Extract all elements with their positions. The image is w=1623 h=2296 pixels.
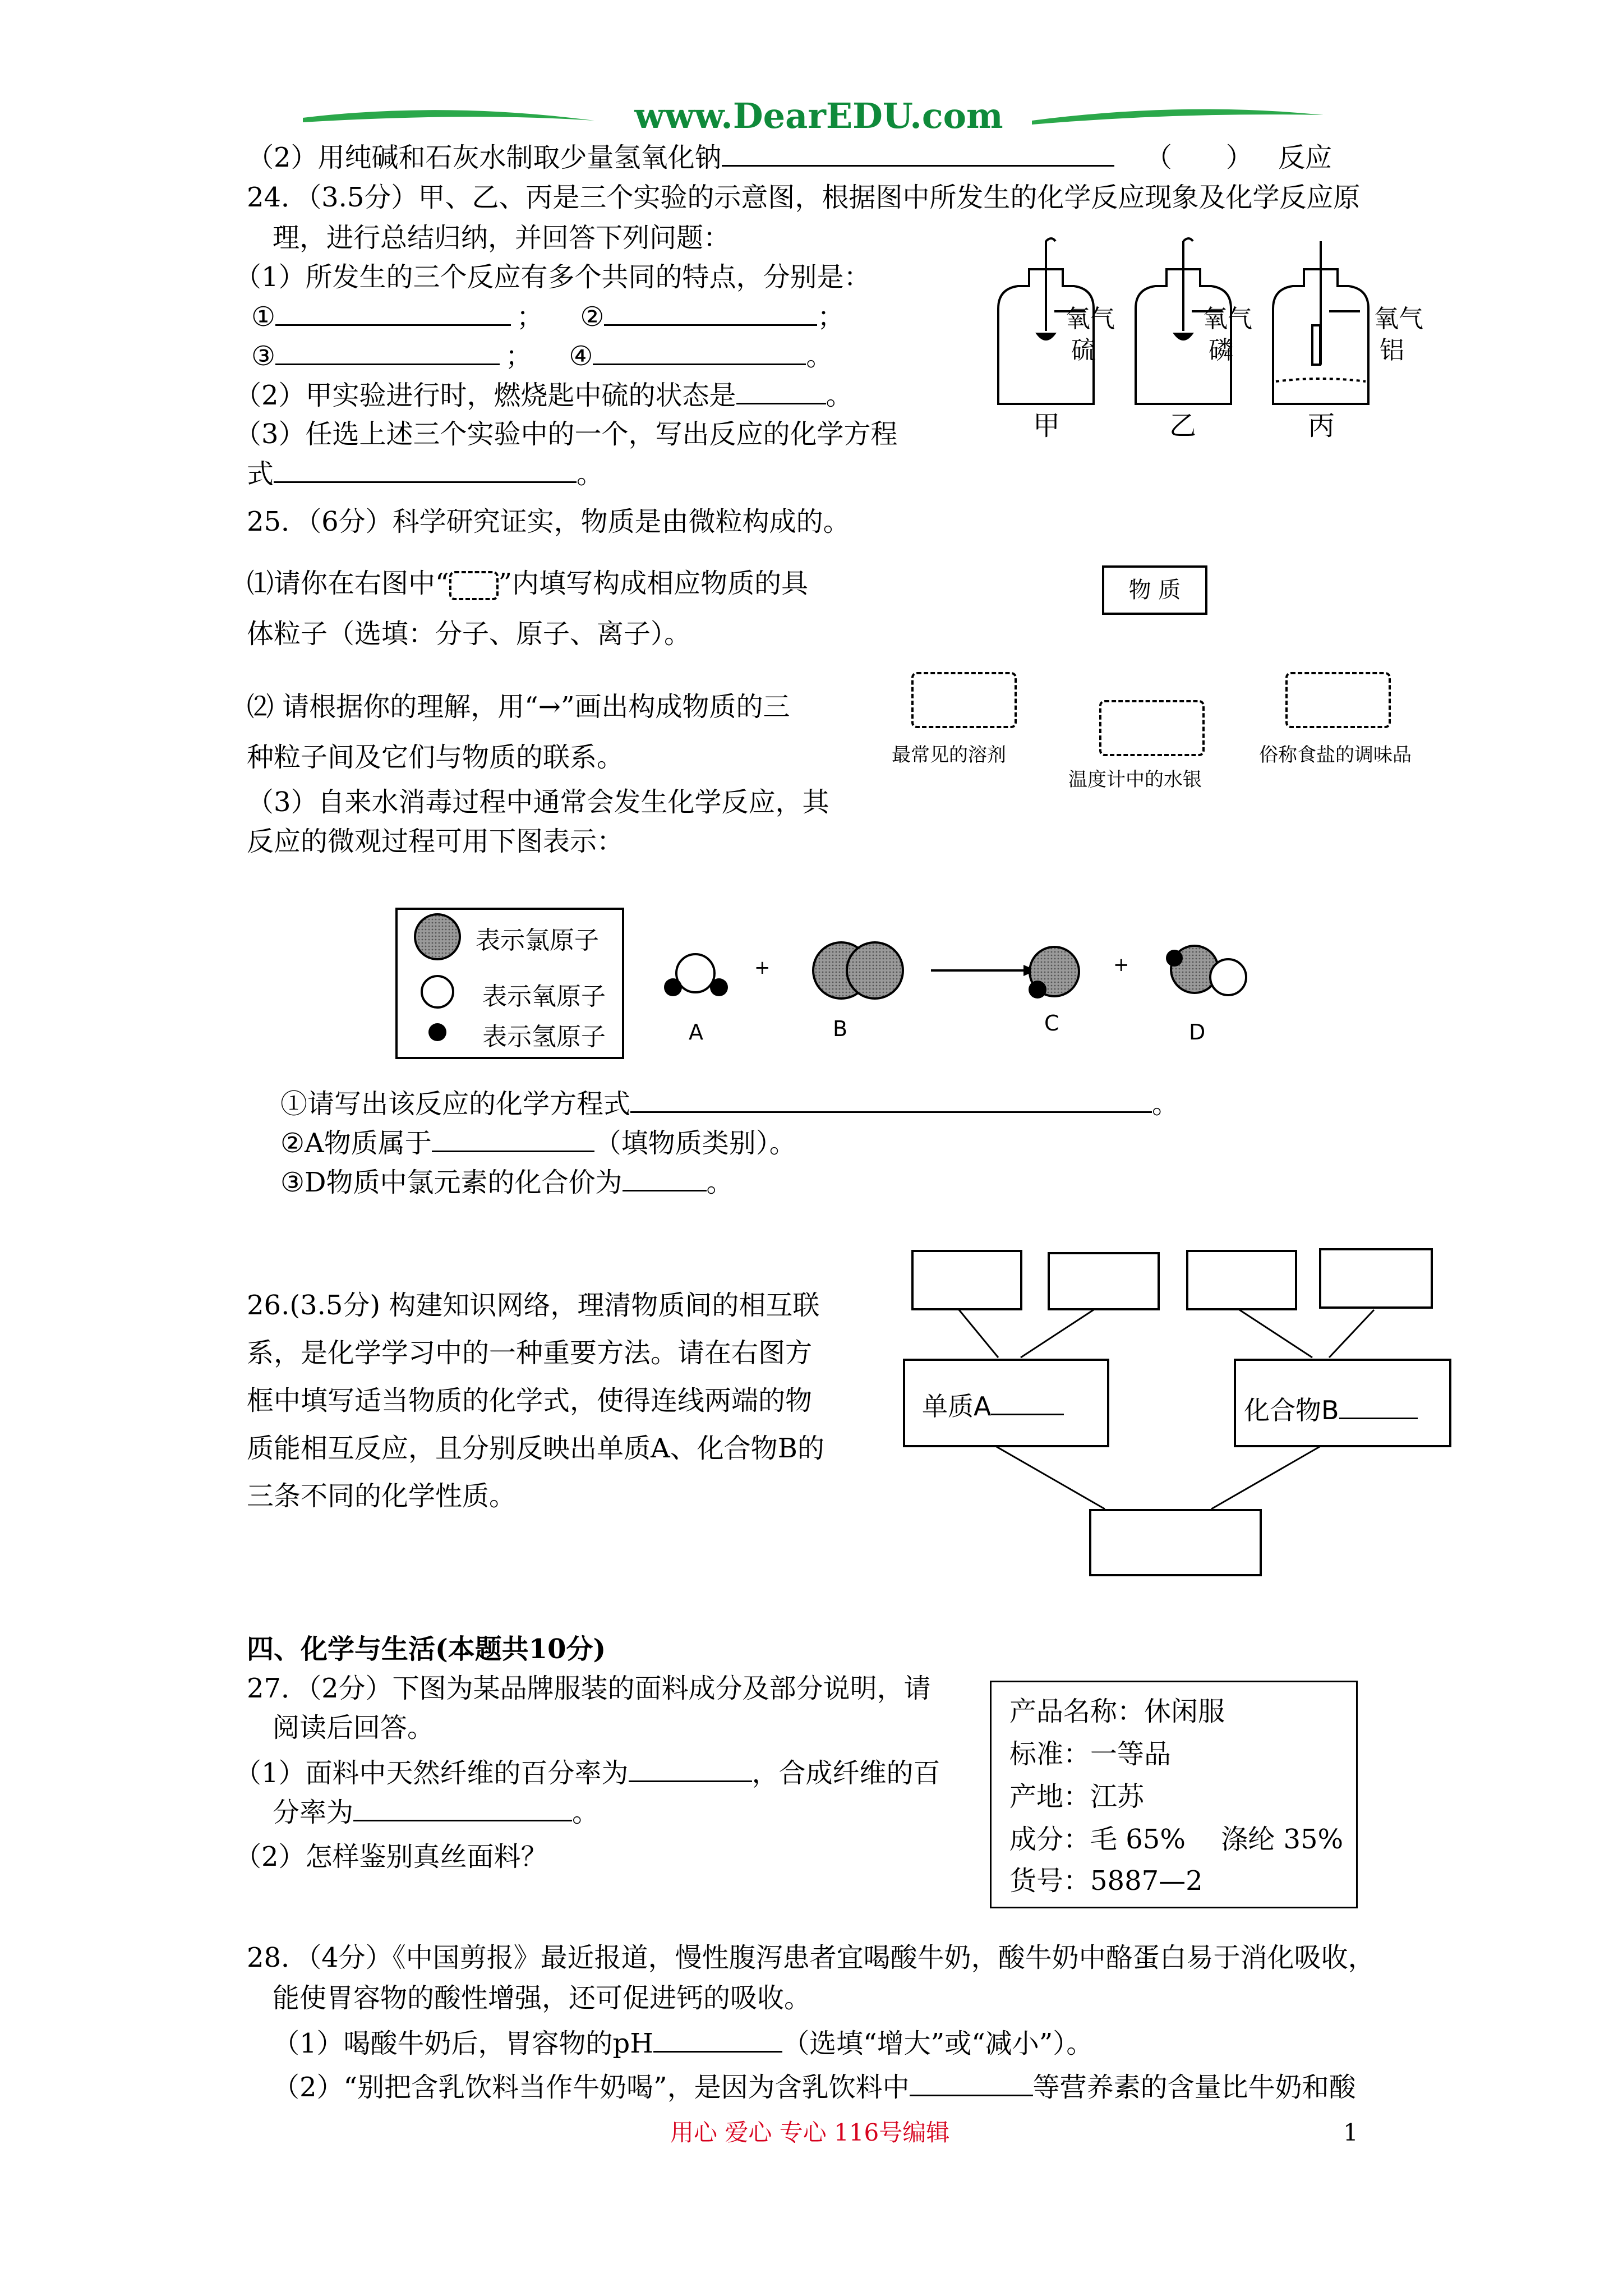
q28-line4: （2）“别把含乳饮料当作牛奶喝”，是因为含乳饮料中 等营养素的含量比牛奶和酸 [273, 2069, 1356, 2105]
q26-line3: 框中填写适当物质的化学式，使得连线两端的物 [247, 1385, 813, 1416]
q25-p3a: （3）自来水消毒过程中通常会发生化学反应，其 [247, 786, 829, 818]
bottle3-substance: 铝 [1380, 336, 1404, 365]
q24-line6: （2）甲实验进行时，燃烧匙中硫的状态是 。 [234, 377, 853, 413]
network-box-top-2[interactable] [1048, 1252, 1160, 1310]
label-line: 产地：江苏 [1009, 1781, 1145, 1812]
q28-line1: 28．（4分）《中国剪报》最近报道，慢性腹泻患者宜喝酸牛奶，酸牛奶中酪蛋白易于消化吸收， [247, 1942, 1375, 1973]
dashed-box-icon [449, 571, 499, 600]
answer-blank[interactable] [275, 338, 500, 365]
answer-blank[interactable] [722, 139, 1114, 167]
label-line: 标准：一等品 [1009, 1738, 1172, 1770]
network-box-top-1[interactable] [911, 1250, 1022, 1310]
q28-line2: 能使胃容物的酸性增强，还可促进钙的吸收。 [273, 1982, 811, 2014]
header-logo [303, 95, 1324, 146]
q27-line3: （1）面料中天然纤维的百分率为 ，合成纤维的百 [234, 1755, 940, 1791]
q26-line1: 26.(3.5分) 构建知识网络，理清物质间的相互联 [247, 1290, 820, 1321]
answer-blank[interactable] [274, 455, 577, 483]
answer-blank[interactable] [910, 2069, 1033, 2096]
molecule-label-c: C [1044, 1011, 1059, 1036]
molecule-label-d: D [1189, 1020, 1206, 1045]
logo-text: www.DearEDU.com [634, 95, 1003, 136]
q26-line2: 系，是化学学习中的一种重要方法。请在右图方 [247, 1337, 813, 1369]
answer-blank[interactable] [353, 1794, 572, 1821]
bottle3-label: 丙 [1308, 410, 1335, 441]
plus-2: + [1113, 954, 1129, 976]
molecule-label-b: B [833, 1016, 848, 1041]
salt-caption: 俗称食盐的调味品 [1259, 744, 1412, 766]
label-line: 成分：毛 65% 涤纶 35% [1009, 1824, 1344, 1855]
plus-1: + [754, 956, 771, 979]
q28-line3: （1）喝酸牛奶后，胃容物的pH （选填“增大”或“减小”）。 [273, 2025, 1093, 2062]
clothing-label-card [990, 1681, 1358, 1908]
q25-q1: ①请写出该反应的化学方程式 。 [280, 1085, 1179, 1122]
network-box-bottom[interactable] [1089, 1509, 1262, 1576]
legend-chlorine: 表示氯原子 [476, 926, 599, 955]
salt-particle-box[interactable] [1285, 672, 1391, 728]
q24-line1: 24．（3.5分）甲、乙、丙是三个实验的示意图，根据图中所发生的化学反应现象及化学反应原 [247, 182, 1361, 213]
mercury-particle-box[interactable] [1099, 700, 1205, 756]
element-a-box[interactable]: 单质A [903, 1359, 1109, 1447]
page-number: 1 [1343, 2119, 1358, 2146]
answer-blank[interactable] [653, 2025, 782, 2053]
answer-blank[interactable] [623, 1164, 707, 1191]
legend-oxygen: 表示氧原子 [482, 982, 606, 1011]
footer-editor: 用心 爱心 专心 116号编辑 [670, 2119, 950, 2146]
q23-part2: （2）用纯碱和石灰水制取少量氢氧化钠 （ ） 反应 [247, 139, 1332, 176]
q25-p2a: ⑵ 请根据你的理解，用“→”画出构成物质的三 [247, 691, 790, 723]
bottle2-substance: 磷 [1209, 336, 1233, 365]
q25-q3: ③D物质中氯元素的化合价为 。 [280, 1164, 734, 1200]
bottle2-label: 乙 [1169, 410, 1197, 441]
answer-blank[interactable] [629, 1755, 752, 1782]
molecule-label-a: A [689, 1020, 703, 1045]
bottle2-gas: 氧气 [1203, 305, 1252, 333]
q25-q2: ②A物质属于 （填物质类别）。 [280, 1125, 796, 1161]
q25-line1: 25．（6分）科学研究证实，物质是由微粒构成的。 [247, 506, 850, 537]
material-box: 物 质 [1102, 565, 1207, 615]
bottle1-substance: 硫 [1071, 336, 1096, 365]
answer-blank[interactable] [736, 377, 826, 404]
legend-hydrogen: 表示氢原子 [482, 1023, 606, 1051]
label-line: 货号：5887—2 [1009, 1865, 1203, 1897]
q25-p2b: 种粒子间及它们与物质的联系。 [247, 742, 624, 773]
reaction-molecules-icon [656, 920, 1307, 1032]
q24-line7: （3）任选上述三个实验中的一个，写出反应的化学方程 [234, 418, 898, 450]
q27-line1: 27．（2分）下图为某品牌服装的面料成分及部分说明，请 [247, 1673, 931, 1704]
q25-p1c: 体粒子（选填：分子、原子、离子）。 [247, 618, 691, 650]
bottles-illustration [987, 236, 1481, 438]
bottle1-label: 甲 [1033, 410, 1061, 441]
q24-line8: 式 。 [247, 455, 603, 492]
answer-blank[interactable] [630, 1085, 1152, 1113]
label-line: 产品名称：休闲服 [1009, 1696, 1225, 1727]
solvent-caption: 最常见的溶剂 [892, 744, 1006, 766]
q26-line5: 三条不同的化学性质。 [247, 1480, 517, 1512]
q24-bottles-figure [987, 236, 1481, 441]
answer-blank[interactable] [432, 1125, 594, 1152]
q24-line3: （1）所发生的三个反应有多个共同的特点，分别是： [234, 261, 871, 293]
bottle1-gas: 氧气 [1066, 305, 1115, 333]
bottle3-gas: 氧气 [1374, 305, 1423, 333]
mercury-caption: 温度计中的水银 [1068, 769, 1202, 791]
answer-blank[interactable] [275, 298, 511, 326]
network-box-top-4[interactable] [1319, 1248, 1433, 1309]
q26-line4: 质能相互反应，且分别反映出单质A、化合物B的 [247, 1433, 824, 1464]
answer-blank[interactable] [593, 338, 806, 365]
solvent-particle-box[interactable] [911, 672, 1017, 728]
network-box-top-3[interactable] [1186, 1250, 1297, 1310]
q25-p3b: 反应的微观过程可用下图表示： [247, 826, 624, 857]
q27-line2: 阅读后回答。 [273, 1712, 435, 1743]
section4-title: 四、化学与生活(本题共10分) [247, 1634, 606, 1665]
q27-line5: （2）怎样鉴别真丝面料？ [234, 1841, 548, 1872]
compound-b-box[interactable]: 化合物B [1234, 1359, 1451, 1447]
q24-line4: ① ； ② ； [251, 298, 844, 335]
q25-p1a: ⑴请你在右图中“ ”内填写构成相应物质的具 [247, 568, 809, 599]
answer-blank[interactable] [604, 298, 817, 326]
q24-line5: ③ ； ④ 。 [251, 338, 833, 374]
q24-line2: 理，进行总结归纳，并回答下列问题： [273, 222, 731, 254]
q27-line4: 分率为 。 [273, 1794, 599, 1830]
legend-atoms-icon [404, 908, 471, 1055]
